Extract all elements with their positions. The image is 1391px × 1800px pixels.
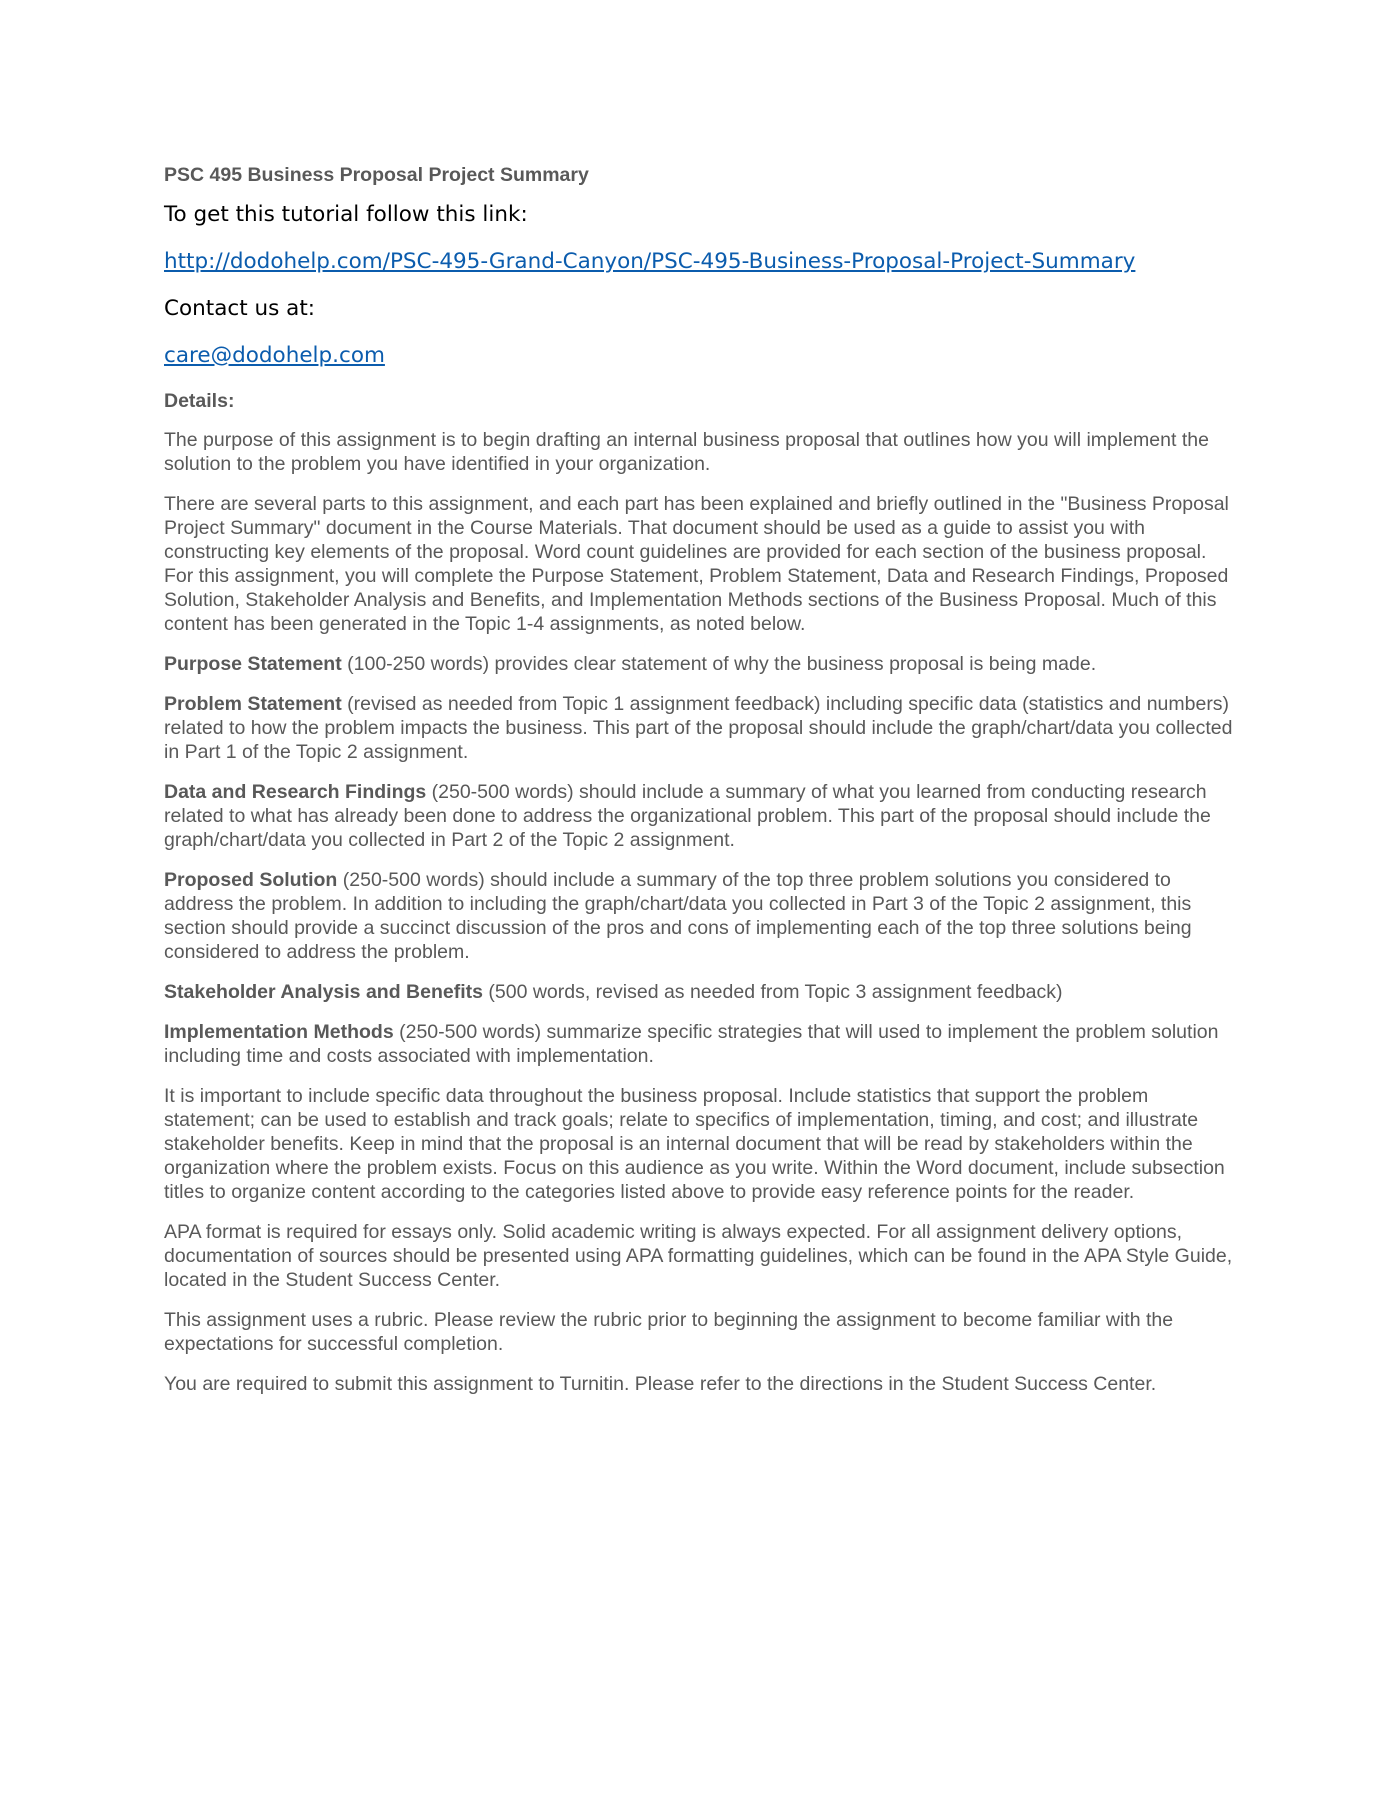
details-heading: Details: xyxy=(164,390,235,412)
section-heading: Implementation Methods xyxy=(164,1021,394,1043)
turnitin-paragraph: You are required to submit this assignment to Turnitin. Please refer to the directions in the Student Success Center. xyxy=(164,1373,1157,1395)
section-proposed-solution xyxy=(164,868,1239,964)
section-text: (250-500 words) summarize specific strategies that will used to implement the problem solution including time and costs associated with implementation. xyxy=(164,1021,1219,1067)
purpose-paragraph: The purpose of this assignment is to begin drafting an internal business proposal that outlines how you will implement the solution to the problem you have identified in your organization. xyxy=(164,429,1209,475)
contact-email-link[interactable]: care@dodohelp.com xyxy=(164,343,385,368)
section-heading: Problem Statement xyxy=(164,693,342,715)
section-heading: Stakeholder Analysis and Benefits xyxy=(164,981,483,1003)
section-text: (250-500 words) should include a summary of the top three problem solutions you considered to address the problem. In addition to including the graph/chart/data you collected in Part 3 of the Topic 2 assignment, this section should provide a succinct discussion of the pros and cons of implementing each of the top three solutions being considered to address the problem. xyxy=(164,869,1192,963)
section-stakeholder-analysis xyxy=(164,980,1239,1004)
document-page xyxy=(164,163,1239,1412)
rubric-paragraph: This assignment uses a rubric. Please review the rubric prior to beginning the assignment to become familiar with the expectations for successful completion. xyxy=(164,1309,1174,1355)
tutorial-link[interactable]: http://dodohelp.com/PSC-495-Grand-Canyon/PSC-495-Business-Proposal-Project-Summary xyxy=(164,249,1136,274)
section-implementation-methods xyxy=(164,1020,1239,1068)
section-text: (revised as needed from Topic 1 assignment feedback) including specific data (statistics and numbers) related to how the problem impacts the business. This part of the proposal should include the graph/chart/data you collected in Part 1 of the Topic 2 assignment. xyxy=(164,693,1233,763)
section-purpose-statement xyxy=(164,652,1239,676)
section-heading: Proposed Solution xyxy=(164,869,338,891)
section-heading: Purpose Statement xyxy=(164,653,342,675)
tutorial-intro-text: To get this tutorial follow this link: xyxy=(164,202,528,227)
section-text: (250-500 words) should include a summary of what you learned from conducting research related to what has already been done to address the organizational problem. This part of the proposal should include the graph/chart/data you collected in Part 2 of the Topic 2 assignment. xyxy=(164,781,1211,851)
data-guidance-paragraph: It is important to include specific data throughout the business proposal. Include statistics that support the problem statement; can be used to establish and track goals; relate to specifics of implementation, timing, and cost; and illustrate stakeholder benefits. Keep in mind that the proposal is an internal document that will be read by stakeholders within the organization where the problem exists. Focus on this audience as you write. Within the Word document, include subsection titles to organize content according to the categories listed above to provide easy reference points for the reader. xyxy=(164,1085,1225,1203)
document-title: PSC 495 Business Proposal Project Summary xyxy=(164,164,589,186)
section-text: (500 words, revised as needed from Topic 3 assignment feedback) xyxy=(482,981,1063,1003)
contact-text: Contact us at: xyxy=(164,296,315,321)
section-data-research-findings xyxy=(164,780,1239,852)
section-text: (100-250 words) provides clear statement of why the business proposal is being made. xyxy=(341,653,1097,675)
section-heading: Data and Research Findings xyxy=(164,781,427,803)
overview-paragraph: There are several parts to this assignment, and each part has been explained and briefly outlined in the "Business Proposal Project Summary" document in the Course Materials. That document should be used as a guide to assist you with constructing key elements of the proposal. Word count guidelines are provided for each section of the business proposal. For this assignment, you will complete the Purpose Statement, Problem Statement, Data and Research Findings, Proposed Solution, Stakeholder Analysis and Benefits, and Implementation Methods sections of the Business Proposal. Much of this content has been generated in the Topic 1-4 assignments, as noted below. xyxy=(164,493,1229,635)
section-problem-statement xyxy=(164,692,1239,764)
apa-paragraph: APA format is required for essays only. Solid academic writing is always expected. For all assignment delivery options, documentation of sources should be presented using APA formatting guidelines, which can be found in the APA Style Guide, located in the Student Success Center. xyxy=(164,1221,1233,1291)
